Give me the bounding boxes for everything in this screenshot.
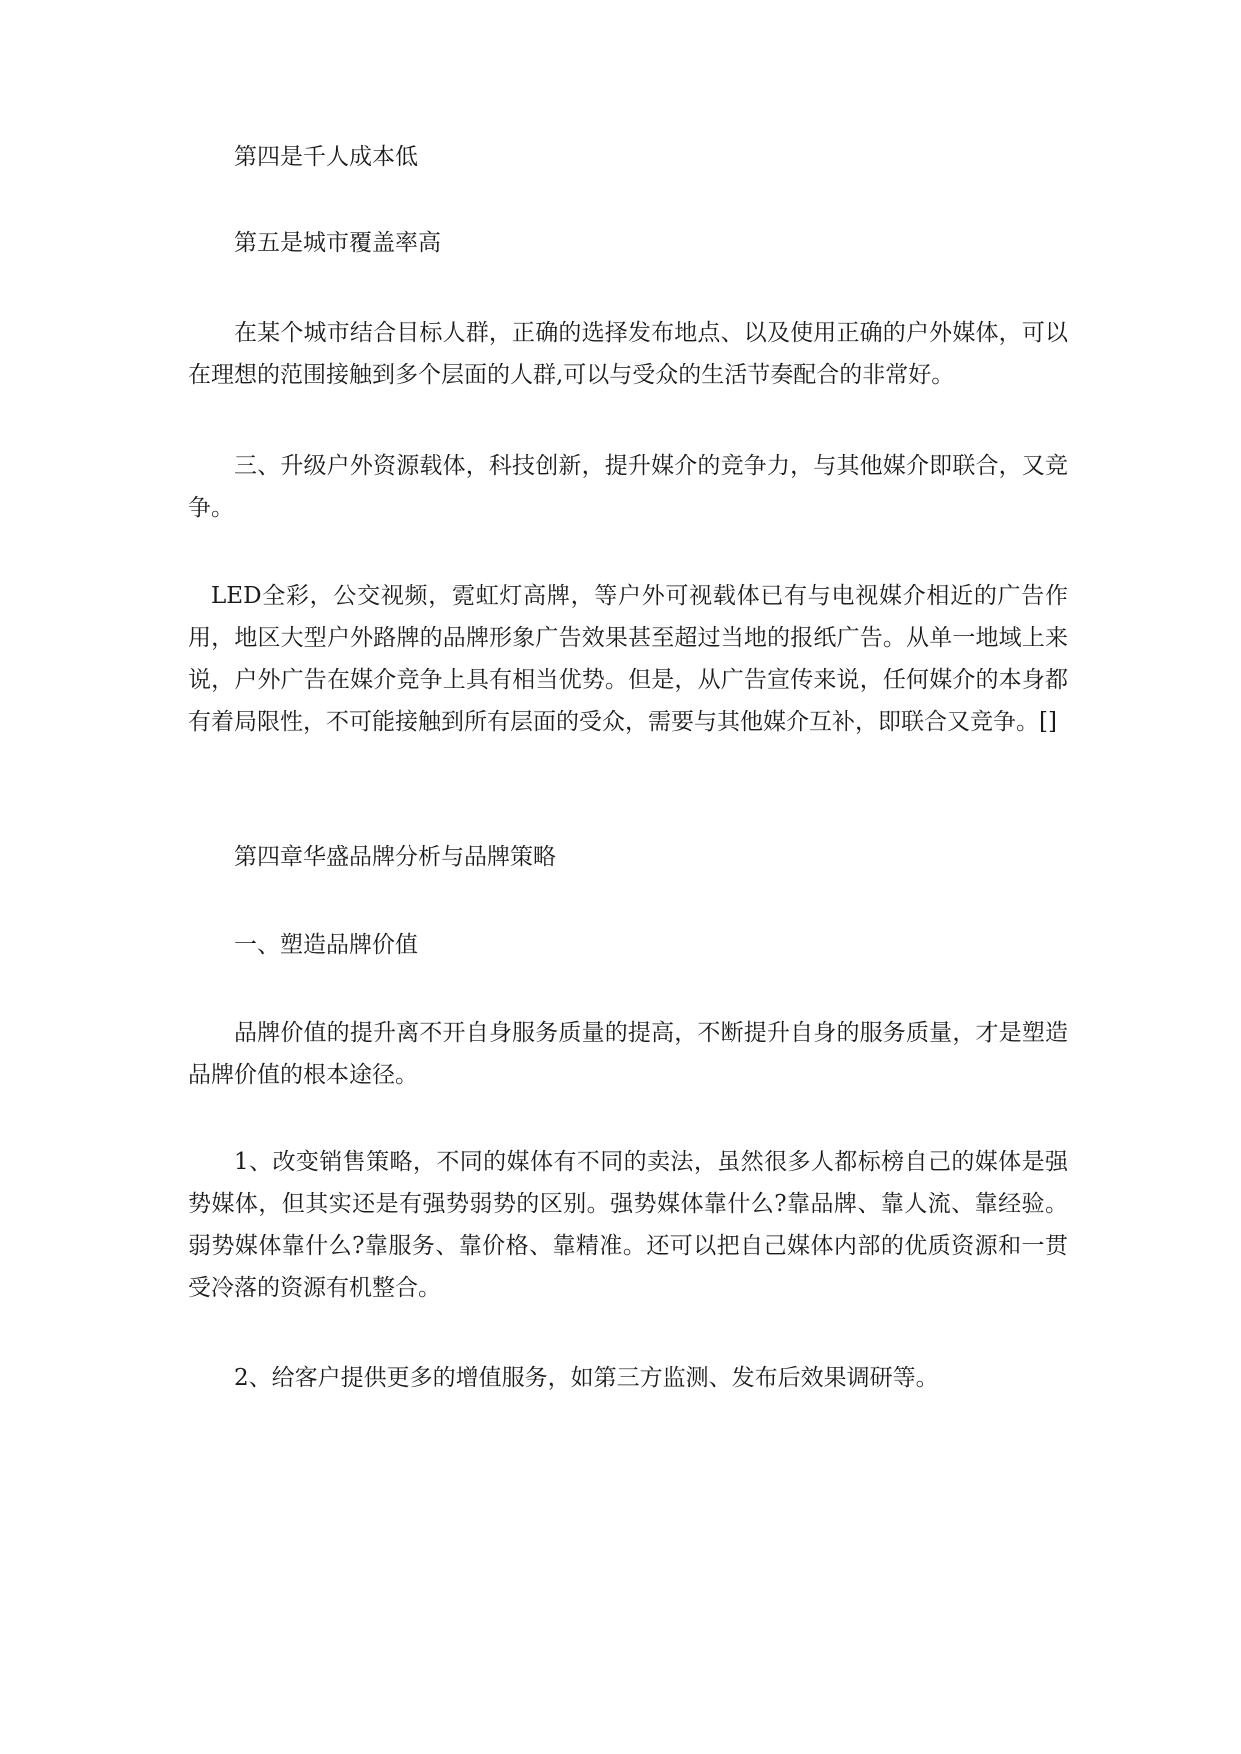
paragraph-value-added-services: 2、给客户提供更多的增值服务，如第三方监测、发布后效果调研等。 (234, 1365, 939, 1391)
paragraph-chapter-four-heading: 第四章华盛品牌分析与品牌策略 (234, 844, 556, 870)
paragraph-led-media: LED全彩，公交视频，霓虹灯高牌，等户外可视载体已有与电视媒介相近的广告作用，地区大型户外路牌的品牌形象广告效果甚至超过当地的报纸广告。从单一地域上来说，户外广告在媒介竞争上具有相当优势。但是，从广告宣传来说，任何媒介的本身都有着局限性，不可能接触到所有层面的受众，需要与其他媒介互补，即联合又竞争。[] (188, 583, 1068, 735)
paragraph-brand-value-heading: 一、塑造品牌价值 (234, 932, 418, 958)
paragraph-section-three-heading: 三、升级户外资源载体，科技创新，提升媒介的竞争力，与其他媒介即联合，又竞争。 (188, 453, 1068, 521)
paragraph-sales-strategy: 1、改变销售策略，不同的媒体有不同的卖法，虽然很多人都标榜自己的媒体是强势媒体，但其实还是有强势弱势的区别。强势媒体靠什么?靠品牌、靠人流、靠经验。弱势媒体靠什么?靠服务、靠价格、靠精准。还可以把自己媒体内部的优质资源和一贯受冷落的资源有机整合。 (188, 1149, 1068, 1301)
paragraph-brand-value-body: 品牌价值的提升离不开自身服务质量的提高，不断提升自身的服务质量，才是塑造品牌价值的根本途径。 (188, 1020, 1068, 1088)
paragraph-fourth-point: 第四是千人成本低 (234, 144, 418, 170)
paragraph-fifth-point: 第五是城市覆盖率高 (234, 230, 441, 256)
paragraph-city-targeting: 在某个城市结合目标人群，正确的选择发布地点、以及使用正确的户外媒体，可以在理想的范围接触到多个层面的人群,可以与受众的生活节奏配合的非常好。 (188, 320, 1068, 388)
